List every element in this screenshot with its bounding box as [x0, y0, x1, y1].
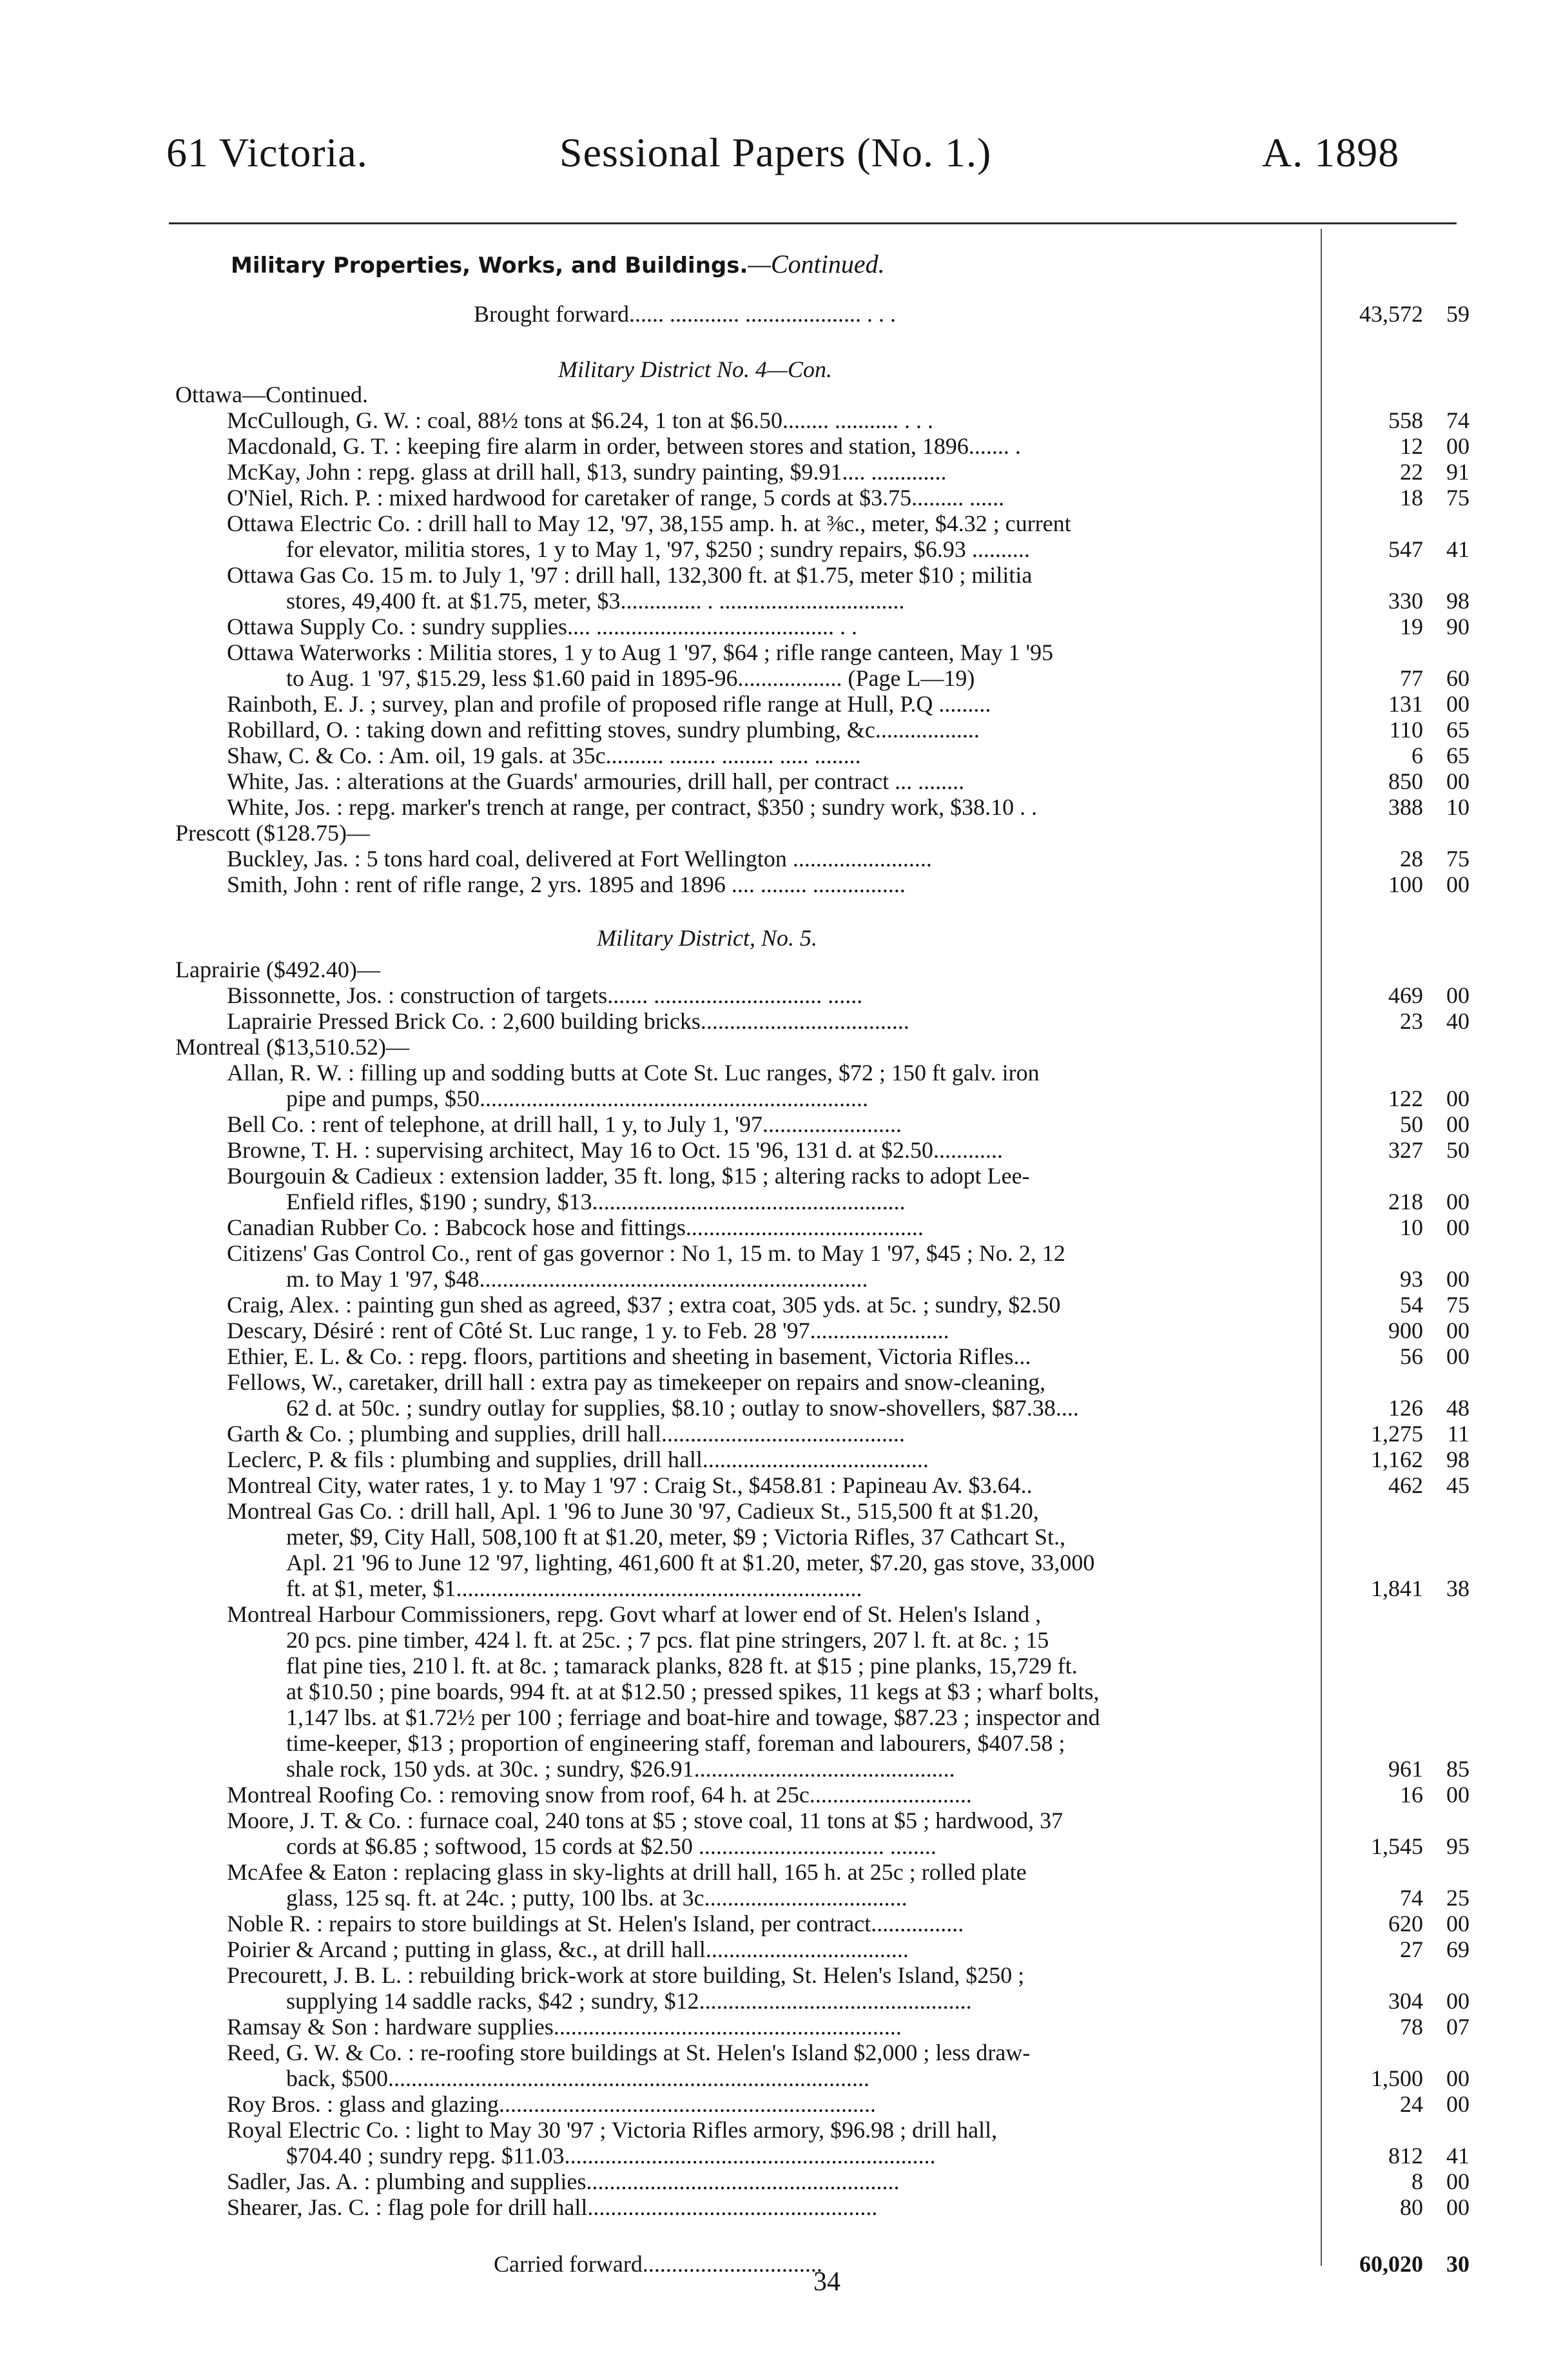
- entry-line: Moore, J. T. & Co. : furnace coal, 240 tons at $5 ; stove coal, 11 tons at $5 ; hardwood, 37: [227, 1808, 1063, 1833]
- amount: [1328, 1782, 1470, 1808]
- entry-line: Smith, John : rent of rifle range, 2 yrs. 1895 and 1896 .... ........ ................: [227, 872, 906, 897]
- entry-continuation: 20 pcs. pine timber, 424 l. ft. at 25c. ; 7 pcs. flat pine stringers, 207 l. ft. at 8c. ; 15: [286, 1627, 1049, 1653]
- amount-dollars: 1,162: [1371, 1447, 1423, 1472]
- amount-dollars: 110: [1389, 717, 1423, 743]
- amount-cents: 75: [1446, 846, 1470, 872]
- entry-continuation: shale rock, 150 yds. at 30c. ; sundry, $26.91.............................................: [286, 1756, 955, 1782]
- amount-cents: 00: [1446, 2194, 1470, 2220]
- entry-line: Ethier, E. L. & Co. : repg. floors, partitions and sheeting in basement, Victoria Rifles...: [227, 1343, 1031, 1369]
- amount-dollars: 1,275: [1371, 1421, 1423, 1447]
- amount: [1328, 1575, 1470, 1601]
- page-number: 34: [813, 2267, 840, 2297]
- amount: [1328, 1756, 1470, 1782]
- amount-dollars: 462: [1388, 1472, 1423, 1498]
- district-heading: Military District, No. 5.: [597, 925, 817, 951]
- entry-continuation: back, $500...................................................................................: [286, 2065, 869, 2091]
- amount-dollars: 80: [1400, 2194, 1423, 2220]
- amount: [1328, 1111, 1470, 1137]
- amount: [1328, 1086, 1470, 1111]
- amount-cents: 00: [1446, 1911, 1470, 1936]
- amount: [1328, 407, 1470, 433]
- amount: [1328, 1292, 1470, 1318]
- amount: [1328, 1936, 1470, 1962]
- amount: [1328, 1214, 1470, 1240]
- amount-dollars: 28: [1400, 846, 1423, 872]
- amount: [1328, 459, 1470, 485]
- amount-dollars: 1,841: [1371, 1575, 1423, 1601]
- entry-line: Fellows, W., caretaker, drill hall : extra pay as timekeeper on repairs and snow-cleaning,: [227, 1369, 1046, 1395]
- entry-continuation: ft. at $1, meter, $1......................................................................: [286, 1575, 862, 1601]
- amount: [1328, 1472, 1470, 1498]
- amount-dollars: 56: [1400, 1343, 1423, 1369]
- amount-cents: 59: [1446, 301, 1470, 327]
- entry-continuation: at $10.50 ; pine boards, 994 ft. at at $12.50 ; pressed spikes, 11 kegs at $3 ; wharf bolts,: [286, 1679, 1100, 1704]
- amount: [1328, 794, 1470, 820]
- amount: [1328, 2143, 1470, 2169]
- amount: [1328, 301, 1470, 327]
- amount-dollars: 961: [1388, 1756, 1423, 1782]
- entry-line: White, Jos. : repg. marker's trench at range, per contract, $350 ; sundry work, $38.10 . .: [227, 794, 1038, 820]
- entry-line: Macdonald, G. T. : keeping fire alarm in order, between stores and station, 1896....... .: [227, 433, 1021, 459]
- amount-dollars: 19: [1400, 614, 1423, 639]
- amount: [1328, 588, 1470, 614]
- amount-cents: 69: [1446, 1936, 1470, 1962]
- amount-dollars: 547: [1388, 536, 1423, 562]
- entry-continuation: glass, 125 sq. ft. at 24c. ; putty, 100 lbs. at 3c...................................: [286, 1885, 907, 1911]
- amount-cents: 00: [1446, 1318, 1470, 1343]
- entry-continuation: stores, 49,400 ft. at $1.75, meter, $3.............. . ................................: [286, 588, 905, 614]
- amount: [1328, 1833, 1470, 1859]
- amount: [1328, 1988, 1470, 2014]
- entry-continuation: flat pine ties, 210 l. ft. at 8c. ; tamarack planks, 828 ft. at $15 ; pine planks, 15,729 ft.: [286, 1653, 1078, 1679]
- entry-continuation: Apl. 21 '96 to June 12 '97, lighting, 461,600 ft at $1.20, meter, $7.20, gas stove, 33,000: [286, 1550, 1095, 1575]
- place-heading: Ottawa—Continued.: [175, 382, 368, 407]
- amount-dollars: 388: [1388, 794, 1423, 820]
- amount-cents: 48: [1446, 1395, 1470, 1421]
- entry-continuation: to Aug. 1 '97, $15.29, less $1.60 paid in 1895-96.................. (Page L—19): [286, 665, 975, 691]
- entry-line: Ottawa Supply Co. : sundry supplies.... ......................................... . .: [227, 614, 857, 639]
- entry-line: Descary, Désiré : rent of Côté St. Luc range, 1 y. to Feb. 28 '97........................: [227, 1318, 949, 1343]
- amount-dollars: 558: [1388, 407, 1423, 433]
- entry-continuation: m. to May 1 '97, $48...................................................................: [286, 1266, 868, 1292]
- amount-dollars: 10: [1400, 1214, 1423, 1240]
- amount-cents: 38: [1446, 1575, 1470, 1601]
- amount: [1328, 2169, 1470, 2194]
- entry-continuation: Enfield rifles, $190 ; sundry, $13......................................................: [286, 1189, 906, 1214]
- entry-line: Montreal Harbour Commissioners, repg. Govt wharf at lower end of St. Helen's Island ,: [227, 1601, 1042, 1627]
- amount: [1328, 717, 1470, 743]
- entry-continuation: 62 d. at 50c. ; sundry outlay for supplies, $8.10 ; outlay to snow-shovellers, $87.38....: [286, 1395, 1079, 1421]
- amount-cents: 91: [1446, 459, 1470, 485]
- entry-line: Allan, R. W. : filling up and sodding butts at Cote St. Luc ranges, $72 ; 150 ft galv. iron: [227, 1060, 1040, 1086]
- amount: [1328, 1447, 1470, 1472]
- amount-cents: 10: [1446, 794, 1470, 820]
- amount-cents: 00: [1446, 2065, 1470, 2091]
- entry-line: Shaw, C. & Co. : Am. oil, 19 gals. at 35c.......... ........ ......... ..... ........: [227, 743, 861, 768]
- amount-cents: 74: [1446, 407, 1470, 433]
- amount-cents: 75: [1446, 485, 1470, 511]
- entry-line: Precourett, J. B. L. : rebuilding brick-work at store building, St. Helen's Island, $250 ;: [227, 1962, 1025, 1988]
- amount-cents: 30: [1446, 2251, 1470, 2277]
- header-title: Sessional Papers (No. 1.): [559, 130, 992, 175]
- entry-line: Ramsay & Son : hardware supplies............................................................: [227, 2014, 902, 2040]
- entry-continuation: for elevator, militia stores, 1 y to May 1, '97, $250 ; sundry repairs, $6.93 ..........: [286, 536, 1030, 562]
- amount-dollars: 126: [1388, 1395, 1423, 1421]
- entry-line: Noble R. : repairs to store buildings at St. Helen's Island, per contract................: [227, 1911, 964, 1936]
- place-heading: Montreal ($13,510.52)—: [175, 1034, 409, 1060]
- amount-cents: 00: [1446, 1111, 1470, 1137]
- amount-cents: 41: [1446, 536, 1470, 562]
- entry-line: Bell Co. : rent of telephone, at drill hall, 1 y, to July 1, '97........................: [227, 1111, 902, 1137]
- entry-line: Rainboth, E. J. ; survey, plan and profile of proposed rifle range at Hull, P.Q .........: [227, 691, 991, 717]
- amount-dollars: 16: [1400, 1782, 1423, 1808]
- amount: [1328, 768, 1470, 794]
- amount: [1328, 691, 1470, 717]
- amount-dollars: 23: [1400, 1008, 1423, 1034]
- carried-forward: Carried forward...............................: [494, 2251, 822, 2277]
- amount-cents: 98: [1446, 588, 1470, 614]
- amount: [1328, 2251, 1470, 2277]
- amount: [1328, 846, 1470, 872]
- amount-cents: 00: [1446, 1266, 1470, 1292]
- amount-cents: 00: [1446, 691, 1470, 717]
- entry-line: Montreal City, water rates, 1 y. to May 1 '97 : Craig St., $458.81 : Papineau Av. $3.64..: [227, 1472, 1033, 1498]
- amount-cents: 00: [1446, 768, 1470, 794]
- amount-cents: 85: [1446, 1756, 1470, 1782]
- amount-dollars: 812: [1388, 2143, 1423, 2169]
- amount: [1328, 1911, 1470, 1936]
- entry-continuation: cords at $6.85 ; softwood, 15 cords at $2.50 ................................ ........: [286, 1833, 936, 1859]
- amount-dollars: 54: [1400, 1292, 1423, 1318]
- place-heading: Laprairie ($492.40)—: [175, 957, 380, 982]
- entry-line: Garth & Co. ; plumbing and supplies, drill hall..........................................: [227, 1421, 905, 1447]
- entry-continuation: 1,147 lbs. at $1.72½ per 100 ; ferriage and boat-hire and towage, $87.23 ; inspector and: [286, 1704, 1100, 1730]
- amount: [1328, 1008, 1470, 1034]
- amount-dollars: 900: [1388, 1318, 1423, 1343]
- amount-dollars: 469: [1388, 982, 1423, 1008]
- amount-cents: 00: [1446, 1214, 1470, 1240]
- amount-dollars: 60,020: [1359, 2251, 1423, 2277]
- place-heading: Prescott ($128.75)—: [175, 820, 370, 846]
- amount-dollars: 850: [1388, 768, 1423, 794]
- amount-dollars: 218: [1388, 1189, 1423, 1214]
- entry-line: O'Niel, Rich. P. : mixed hardwood for caretaker of range, 5 cords at $3.75......... ......: [227, 485, 1005, 511]
- section-continued: —Continued.: [748, 249, 885, 278]
- amount-dollars: 18: [1400, 485, 1423, 511]
- amount-cents: 95: [1446, 1833, 1470, 1859]
- amount-dollars: 330: [1388, 588, 1423, 614]
- amount-cents: 41: [1446, 2143, 1470, 2169]
- entry-line: Montreal Gas Co. : drill hall, Apl. 1 '96 to June 30 '97, Cadieux St., 515,500 ft at $1.20,: [227, 1498, 1039, 1524]
- amount-dollars: 43,572: [1359, 301, 1423, 327]
- amount: [1328, 743, 1470, 768]
- entry-line: Citizens' Gas Control Co., rent of gas governor : No 1, 15 m. to May 1 '97, $45 ; No. 2, 12: [227, 1240, 1065, 1266]
- amount: [1328, 982, 1470, 1008]
- amount-cents: 00: [1446, 872, 1470, 897]
- amount-cents: 75: [1446, 1292, 1470, 1318]
- amount: [1328, 485, 1470, 511]
- entry-line: White, Jas. : alterations at the Guards' armouries, drill hall, per contract ... ........: [227, 768, 965, 794]
- district-heading: Military District No. 4—Con.: [558, 356, 833, 382]
- amount: [1328, 1137, 1470, 1163]
- amount: [1328, 433, 1470, 459]
- amount-cents: 00: [1446, 433, 1470, 459]
- amount-dollars: 27: [1400, 1936, 1423, 1962]
- amount: [1328, 872, 1470, 897]
- entry-line: Leclerc, P. & fils : plumbing and supplies, drill hall.......................................: [227, 1447, 929, 1472]
- amount-dollars: 6: [1411, 743, 1423, 768]
- amount-cents: 00: [1446, 1189, 1470, 1214]
- entry-line: Sadler, Jas. A. : plumbing and supplies......................................................: [227, 2169, 900, 2194]
- entry-line: Roy Bros. : glass and glazing.................................................................: [227, 2091, 876, 2117]
- amount-cents: 98: [1446, 1447, 1470, 1472]
- amount-dollars: 620: [1388, 1911, 1423, 1936]
- amount: [1328, 665, 1470, 691]
- amount-column-rule: [1321, 229, 1322, 2266]
- header-session: 61 Victoria.: [166, 130, 368, 175]
- amount-cents: 00: [1446, 1343, 1470, 1369]
- amount-cents: 00: [1446, 2169, 1470, 2194]
- amount-cents: 11: [1447, 1421, 1470, 1447]
- amount: [1328, 1421, 1470, 1447]
- amount: [1328, 2194, 1470, 2220]
- entry-line: Ottawa Gas Co. 15 m. to July 1, '97 : drill hall, 132,300 ft. at $1.75, meter $10 ; militia: [227, 562, 1033, 588]
- amount: [1328, 2065, 1470, 2091]
- amount-cents: 00: [1446, 1782, 1470, 1808]
- entry-continuation: $704.40 ; sundry repg. $11.03................................................................: [286, 2143, 936, 2169]
- entry-line: Robillard, O. : taking down and refitting stoves, sundry plumbing, &c..................: [227, 717, 980, 743]
- amount-dollars: 100: [1388, 872, 1423, 897]
- amount-cents: 65: [1446, 743, 1470, 768]
- brought-forward: Brought forward...... ............ .................... . . .: [474, 301, 896, 327]
- amount: [1328, 1343, 1470, 1369]
- amount-dollars: 74: [1400, 1885, 1423, 1911]
- amount-dollars: 78: [1400, 2014, 1423, 2040]
- amount-cents: 07: [1446, 2014, 1470, 2040]
- amount-cents: 60: [1446, 665, 1470, 691]
- amount-cents: 40: [1446, 1008, 1470, 1034]
- amount-cents: 45: [1446, 1472, 1470, 1498]
- amount: [1328, 2014, 1470, 2040]
- entry-line: Montreal Roofing Co. : removing snow from roof, 64 h. at 25c............................: [227, 1782, 972, 1808]
- running-header: [0, 129, 1552, 187]
- amount-dollars: 77: [1400, 665, 1423, 691]
- entry-line: Reed, G. W. & Co. : re-roofing store buildings at St. Helen's Island $2,000 ; less draw-: [227, 2040, 1031, 2065]
- entry-line: Ottawa Electric Co. : drill hall to May 12, '97, 38,155 amp. h. at ⅜c., meter, $4.32 ; current: [227, 511, 1071, 536]
- amount-dollars: 93: [1400, 1266, 1423, 1292]
- entry-line: Shearer, Jas. C. : flag pole for drill hall..................................................: [227, 2194, 878, 2220]
- amount-cents: 00: [1446, 2091, 1470, 2117]
- amount: [1328, 1885, 1470, 1911]
- entry-line: McKay, John : repg. glass at drill hall, $13, sundry painting, $9.91.... .............: [227, 459, 947, 485]
- amount-dollars: 1,545: [1371, 1833, 1423, 1859]
- entry-continuation: supplying 14 saddle racks, $42 ; sundry, $12...............................................: [286, 1988, 972, 2014]
- amount-cents: 00: [1446, 982, 1470, 1008]
- amount: [1328, 1266, 1470, 1292]
- entry-line: Craig, Alex. : painting gun shed as agreed, $37 ; extra coat, 305 yds. at 5c. ; sundry, $2.50: [227, 1292, 1061, 1318]
- amount-dollars: 12: [1400, 433, 1423, 459]
- entry-continuation: meter, $9, City Hall, 508,100 ft at $1.20, meter, $9 ; Victoria Rifles, 37 Cathcart St.,: [286, 1524, 1066, 1550]
- header-year: A. 1898: [1262, 130, 1400, 175]
- entry-continuation: pipe and pumps, $50...................................................................: [286, 1086, 868, 1111]
- amount-dollars: 131: [1388, 691, 1423, 717]
- entry-line: Bissonnette, Jos. : construction of targets....... ............................. ......: [227, 982, 863, 1008]
- amount: [1328, 1318, 1470, 1343]
- section-title-text: Military Properties, Works, and Buildings.: [231, 253, 748, 278]
- section-title: [231, 249, 885, 279]
- amount-cents: 90: [1446, 614, 1470, 639]
- amount-dollars: 22: [1400, 459, 1423, 485]
- amount-dollars: 122: [1388, 1086, 1423, 1111]
- entry-line: Canadian Rubber Co. : Babcock hose and fittings.........................................: [227, 1214, 924, 1240]
- amount-dollars: 1,500: [1371, 2065, 1423, 2091]
- amount: [1328, 1395, 1470, 1421]
- amount: [1328, 1189, 1470, 1214]
- entry-line: Browne, T. H. : supervising architect, May 16 to Oct. 15 '96, 131 d. at $2.50............: [227, 1137, 1003, 1163]
- amount-cents: 50: [1446, 1137, 1470, 1163]
- entry-line: Poirier & Arcand ; putting in glass, &c., at drill hall...................................: [227, 1936, 909, 1962]
- amount-dollars: 24: [1400, 2091, 1423, 2117]
- amount-cents: 65: [1446, 717, 1470, 743]
- amount: [1328, 536, 1470, 562]
- entry-line: Laprairie Pressed Brick Co. : 2,600 building bricks....................................: [227, 1008, 909, 1034]
- amount-cents: 00: [1446, 1988, 1470, 2014]
- entry-continuation: time-keeper, $13 ; proportion of engineering staff, foreman and labourers, $407.58 ;: [286, 1730, 1065, 1756]
- amount: [1328, 614, 1470, 639]
- entry-line: McCullough, G. W. : coal, 88½ tons at $6.24, 1 ton at $6.50........ ........... . . .: [227, 407, 933, 433]
- amount-dollars: 304: [1388, 1988, 1423, 2014]
- entry-line: Royal Electric Co. : light to May 30 '97 ; Victoria Rifles armory, $96.98 ; drill hall,: [227, 2117, 998, 2143]
- amount-dollars: 327: [1388, 1137, 1423, 1163]
- entry-line: Ottawa Waterworks : Militia stores, 1 y to Aug 1 '97, $64 ; rifle range canteen, May 1 '95: [227, 639, 1054, 665]
- amount-dollars: 8: [1411, 2169, 1423, 2194]
- amount-cents: 00: [1446, 1086, 1470, 1111]
- amount-dollars: 50: [1400, 1111, 1423, 1137]
- entry-line: Buckley, Jas. : 5 tons hard coal, delivered at Fort Wellington ........................: [227, 846, 932, 872]
- entry-line: McAfee & Eaton : replacing glass in sky-lights at drill hall, 165 h. at 25c ; rolled plate: [227, 1859, 1027, 1885]
- amount: [1328, 2091, 1470, 2117]
- header-rule: [169, 222, 1457, 224]
- entry-line: Bourgouin & Cadieux : extension ladder, 35 ft. long, $15 ; altering racks to adopt Lee-: [227, 1163, 1030, 1189]
- amount-cents: 25: [1446, 1885, 1470, 1911]
